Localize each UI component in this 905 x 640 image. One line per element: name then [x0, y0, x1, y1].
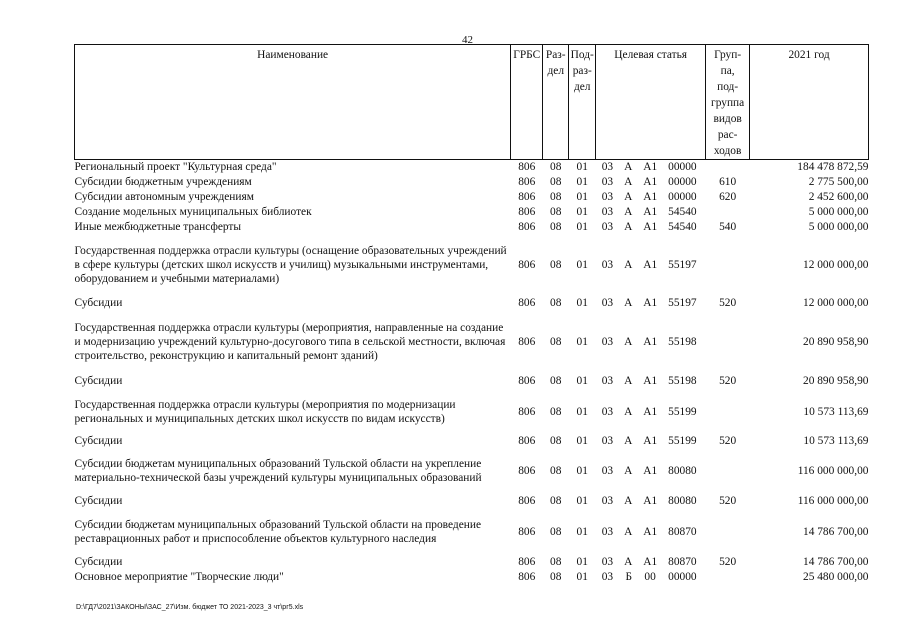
row-target-article: [596, 449, 706, 494]
row-target-article: [596, 555, 706, 570]
row-razdel: 08: [550, 571, 562, 583]
row-grbs: 806: [518, 176, 536, 188]
row-podrazdel: 01: [576, 495, 588, 507]
table-body: [75, 160, 869, 585]
row-podrazdel: 01: [576, 191, 588, 203]
target-article-part: А: [624, 176, 633, 188]
target-article-part: А: [624, 206, 633, 218]
target-article-part: А1: [643, 297, 658, 309]
table-row: [75, 372, 869, 390]
target-article-part: 03: [601, 206, 614, 218]
table-row: [75, 509, 869, 555]
row-target-article: [596, 312, 706, 372]
row-target-article: [596, 175, 706, 190]
target-article-part: А1: [643, 435, 658, 447]
target-article-part: 03: [601, 435, 614, 447]
budget-table: [74, 44, 869, 585]
target-article-part: А: [624, 221, 633, 233]
header-expense-group: Груп- па, под- группа видов рас- ходов: [706, 45, 750, 160]
row-target-article: [596, 390, 706, 434]
row-razdel: 08: [550, 495, 562, 507]
row-razdel: 08: [550, 191, 562, 203]
target-article-part: 00000: [668, 571, 697, 583]
target-article-part: 03: [601, 525, 614, 538]
row-razdel: 08: [550, 161, 562, 174]
table-row: [75, 160, 869, 175]
row-target-article: [596, 235, 706, 295]
target-article-part: 55197: [668, 258, 697, 271]
row-grbs: 806: [518, 435, 536, 447]
target-article-part: 80080: [668, 465, 697, 477]
header-razdel: Раз- дел: [543, 45, 569, 160]
page-number: 42: [462, 34, 473, 46]
table-row: [75, 494, 869, 509]
row-grbs: 806: [518, 335, 536, 348]
row-amount: 20 890 958,90: [803, 374, 869, 387]
target-article-part: 00: [644, 571, 656, 583]
target-article-part: 03: [601, 221, 614, 233]
target-article-part: 55197: [668, 297, 697, 309]
row-target-article: [596, 220, 706, 235]
row-razdel: 08: [550, 465, 562, 477]
target-article-part: 03: [601, 571, 614, 583]
target-article-part: А: [624, 556, 633, 568]
row-razdel: 08: [550, 206, 562, 218]
target-article-part: 03: [601, 297, 614, 309]
row-amount: 12 000 000,00: [803, 258, 869, 271]
row-name: Субсидии бюджетам муниципальных образований Тульской области на проведение реставрационных работ и приспособление объектов культурного наследия: [74, 518, 482, 545]
target-article-part: 80870: [668, 556, 697, 568]
target-article-part: 03: [601, 465, 614, 477]
footer-file-path: D:\ГД7\2021\ЗАКОНЫ\ЗАС_27\Изм. бюджет ТО 2021-2023_3 чт\рг5.xls: [76, 604, 304, 611]
row-name: Субсидии автономным учреждениям: [74, 191, 254, 203]
row-expense-group: [706, 509, 750, 555]
target-article-part: 03: [601, 556, 614, 568]
row-razdel: 08: [550, 435, 562, 447]
row-expense-group: 520: [719, 495, 737, 507]
target-article-part: 00000: [668, 191, 697, 203]
row-target-article: [596, 295, 706, 312]
table-row: [75, 235, 869, 295]
header-podrazdel: Под- раз- дел: [569, 45, 596, 160]
row-podrazdel: 01: [576, 435, 588, 447]
row-grbs: 806: [518, 465, 536, 477]
row-amount: 14 786 700,00: [803, 556, 869, 568]
row-podrazdel: 01: [576, 161, 588, 174]
header-name: Наименование: [75, 45, 511, 160]
header-grbs: ГРБС: [511, 45, 543, 160]
row-name: Основное мероприятие "Творческие люди": [74, 571, 284, 583]
table-row: [75, 312, 869, 372]
row-podrazdel: 01: [576, 405, 588, 418]
target-article-part: А1: [643, 525, 658, 538]
row-razdel: 08: [550, 374, 562, 387]
row-expense-group: [706, 160, 750, 175]
row-target-article: [596, 372, 706, 390]
target-article-part: А1: [643, 495, 658, 507]
target-article-part: А: [624, 258, 633, 271]
table-row: [75, 390, 869, 434]
row-expense-group: [706, 570, 750, 585]
target-article-part: А1: [643, 206, 658, 218]
row-amount: 25 480 000,00: [803, 571, 869, 583]
row-razdel: 08: [550, 525, 562, 538]
row-amount: 116 000 000,00: [797, 465, 869, 477]
row-grbs: 806: [518, 495, 536, 507]
table-header: [75, 45, 869, 160]
row-name: Субсидии бюджетным учреждениям: [74, 176, 252, 188]
row-expense-group: [706, 235, 750, 295]
row-amount: 14 786 700,00: [803, 525, 869, 538]
row-target-article: [596, 509, 706, 555]
row-name: Государственная поддержка отрасли культуры (оснащение образовательных учреждений в сфере культуры (детских школ искусств и училищ) музыкальными инструментами, оборудованием и учебными материалами): [74, 244, 507, 285]
row-expense-group: 520: [719, 374, 737, 387]
row-expense-group: [706, 205, 750, 220]
target-article-part: А: [624, 297, 633, 309]
target-article-part: 00000: [668, 161, 697, 174]
target-article-part: 03: [601, 374, 614, 387]
row-grbs: 806: [518, 258, 536, 271]
target-article-part: А1: [643, 335, 658, 348]
row-grbs: 806: [518, 297, 536, 309]
row-grbs: 806: [518, 405, 536, 418]
table-row: [75, 220, 869, 235]
row-podrazdel: 01: [576, 297, 588, 309]
row-name: Субсидии: [74, 297, 123, 309]
target-article-part: 80870: [668, 525, 697, 538]
row-name: Субсидии бюджетам муниципальных образований Тульской области на укрепление материально-технической базы учреждений культуры муниципальных образований: [74, 458, 482, 484]
target-article-part: А: [624, 525, 633, 538]
target-article-part: 03: [601, 335, 614, 348]
row-podrazdel: 01: [576, 176, 588, 188]
row-amount: 10 573 113,69: [803, 405, 869, 418]
row-podrazdel: 01: [576, 374, 588, 387]
row-grbs: 806: [518, 571, 536, 583]
target-article-part: А1: [643, 556, 658, 568]
target-article-part: А1: [643, 374, 658, 387]
row-name: Субсидии: [74, 435, 123, 447]
target-article-part: 03: [601, 405, 614, 418]
table-row: [75, 434, 869, 449]
target-article-part: А1: [643, 191, 658, 203]
row-expense-group: [706, 390, 750, 434]
row-grbs: 806: [518, 556, 536, 568]
target-article-part: А: [624, 335, 633, 348]
row-expense-group: 520: [719, 556, 737, 568]
table-row: [75, 190, 869, 205]
row-name: Государственная поддержка отрасли культуры (мероприятия по модернизации региональных и муниципальных детских школ искусств по видам искусств): [74, 398, 456, 425]
row-grbs: 806: [518, 221, 536, 233]
row-podrazdel: 01: [576, 556, 588, 568]
target-article-part: А1: [643, 258, 658, 271]
target-article-part: 03: [601, 161, 614, 174]
row-target-article: [596, 570, 706, 585]
row-name: Иные межбюджетные трансферты: [74, 221, 242, 233]
target-article-part: 55198: [668, 374, 697, 387]
row-razdel: 08: [550, 405, 562, 418]
target-article-part: А1: [643, 176, 658, 188]
row-podrazdel: 01: [576, 335, 588, 348]
table-row: [75, 570, 869, 585]
row-amount: 116 000 000,00: [797, 495, 869, 507]
row-amount: 12 000 000,00: [803, 297, 869, 309]
row-expense-group: 610: [719, 176, 737, 188]
row-expense-group: 520: [719, 435, 737, 447]
target-article-part: А: [624, 435, 633, 447]
row-expense-group: 520: [719, 297, 737, 309]
target-article-part: А: [624, 374, 633, 387]
row-podrazdel: 01: [576, 221, 588, 233]
header-target-article: Целевая статья: [596, 45, 706, 160]
row-amount: 5 000 000,00: [808, 221, 869, 233]
table-row: [75, 175, 869, 190]
row-name: Создание модельных муниципальных библиотек: [74, 206, 312, 218]
row-grbs: 806: [518, 206, 536, 218]
row-target-article: [596, 494, 706, 509]
target-article-part: А1: [643, 221, 658, 233]
target-article-part: 55198: [668, 335, 697, 348]
row-expense-group: 620: [719, 191, 737, 203]
table-row: [75, 295, 869, 312]
row-name: Субсидии: [74, 374, 123, 387]
row-name: Субсидии: [74, 495, 123, 507]
row-podrazdel: 01: [576, 465, 588, 477]
target-article-part: А: [624, 161, 633, 174]
row-expense-group: 540: [719, 221, 737, 233]
row-amount: 5 000 000,00: [808, 206, 869, 218]
table-row: [75, 449, 869, 494]
row-razdel: 08: [550, 297, 562, 309]
target-article-part: А: [624, 191, 633, 203]
row-name: Региональный проект "Культурная среда": [74, 161, 277, 174]
target-article-part: Б: [625, 571, 633, 583]
row-grbs: 806: [518, 191, 536, 203]
header-year: 2021 год: [750, 45, 869, 160]
target-article-part: 55199: [668, 435, 697, 447]
row-target-article: [596, 205, 706, 220]
row-amount: 20 890 958,90: [803, 335, 869, 348]
target-article-part: А: [624, 495, 633, 507]
target-article-part: 00000: [668, 176, 697, 188]
row-podrazdel: 01: [576, 206, 588, 218]
row-amount: 2 452 600,00: [808, 191, 869, 203]
row-target-article: [596, 190, 706, 205]
row-grbs: 806: [518, 374, 536, 387]
row-podrazdel: 01: [576, 258, 588, 271]
target-article-part: 03: [601, 495, 614, 507]
row-name: Государственная поддержка отрасли культуры (мероприятия, направленные на создание и модернизацию учреждений культурно-досугового типа в сельской местности, включая строительство, реконструкцию и капитальный ремонт зданий): [74, 321, 506, 362]
row-target-article: [596, 434, 706, 449]
target-article-part: А1: [643, 465, 658, 477]
row-expense-group: [706, 312, 750, 372]
row-amount: 2 775 500,00: [808, 176, 869, 188]
row-amount: 184 478 872,59: [797, 161, 869, 174]
row-grbs: 806: [518, 525, 536, 538]
target-article-part: А1: [643, 405, 658, 418]
row-razdel: 08: [550, 258, 562, 271]
target-article-part: А: [624, 465, 633, 477]
row-razdel: 08: [550, 335, 562, 348]
table-row: [75, 555, 869, 570]
target-article-part: А: [624, 405, 633, 418]
target-article-part: 55199: [668, 405, 697, 418]
target-article-part: А1: [643, 161, 658, 174]
row-razdel: 08: [550, 176, 562, 188]
row-podrazdel: 01: [576, 571, 588, 583]
target-article-part: 03: [601, 258, 614, 271]
row-name: Субсидии: [74, 556, 123, 568]
target-article-part: 54540: [668, 221, 697, 233]
target-article-part: 03: [601, 191, 614, 203]
row-amount: 10 573 113,69: [803, 435, 869, 447]
target-article-part: 03: [601, 176, 614, 188]
table-row: [75, 205, 869, 220]
row-podrazdel: 01: [576, 525, 588, 538]
row-target-article: [596, 160, 706, 175]
row-razdel: 08: [550, 556, 562, 568]
target-article-part: 54540: [668, 206, 697, 218]
row-expense-group: [706, 449, 750, 494]
target-article-part: 80080: [668, 495, 697, 507]
row-grbs: 806: [518, 161, 536, 174]
row-razdel: 08: [550, 221, 562, 233]
